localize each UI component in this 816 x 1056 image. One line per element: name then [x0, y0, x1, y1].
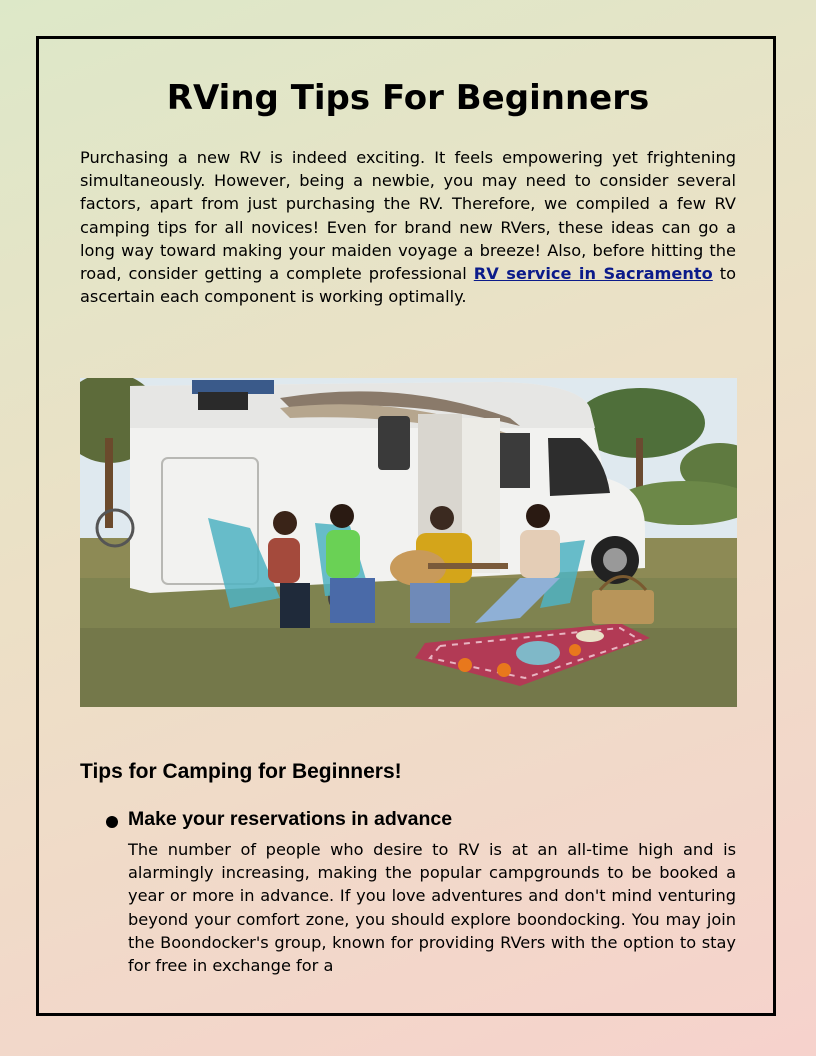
section-heading: Tips for Camping for Beginners!	[80, 760, 402, 783]
bullet-icon	[106, 816, 118, 828]
rv-service-link[interactable]: RV service in Sacramento	[473, 264, 713, 284]
rv-camping-photo	[80, 378, 737, 707]
tip-heading: Make your reservations in advance	[128, 808, 453, 830]
tip-body: The number of people who desire to RV is at an all-time high and is alarmingly increasing, making the popular campgrounds to be booked a year or more in advance. If you love adventures and don't mind venturing beyond your comfort zone, you should explore boondocking. You may join the Boondocker's group, known for providing RVers with the option to stay for free in exchange for a	[128, 840, 736, 976]
page-title: RVing Tips For Beginners	[166, 78, 650, 118]
intro-text-before-link: Purchasing a new RV is indeed exciting. It feels empowering yet frightening simultaneously. However, being a newbie, you may need to consider several factors, apart from just purchasing the RV. Therefore, we compiled a few RV camping tips for all novices! Even for brand new RVers, these ideas can go a long way toward making your maiden voyage a breeze! Also, before hitting the road, consider getting a complete professional	[80, 148, 736, 284]
intro-paragraph	[80, 146, 736, 308]
intro-text-after-link: to ascertain each component is working optimally.	[80, 264, 736, 307]
